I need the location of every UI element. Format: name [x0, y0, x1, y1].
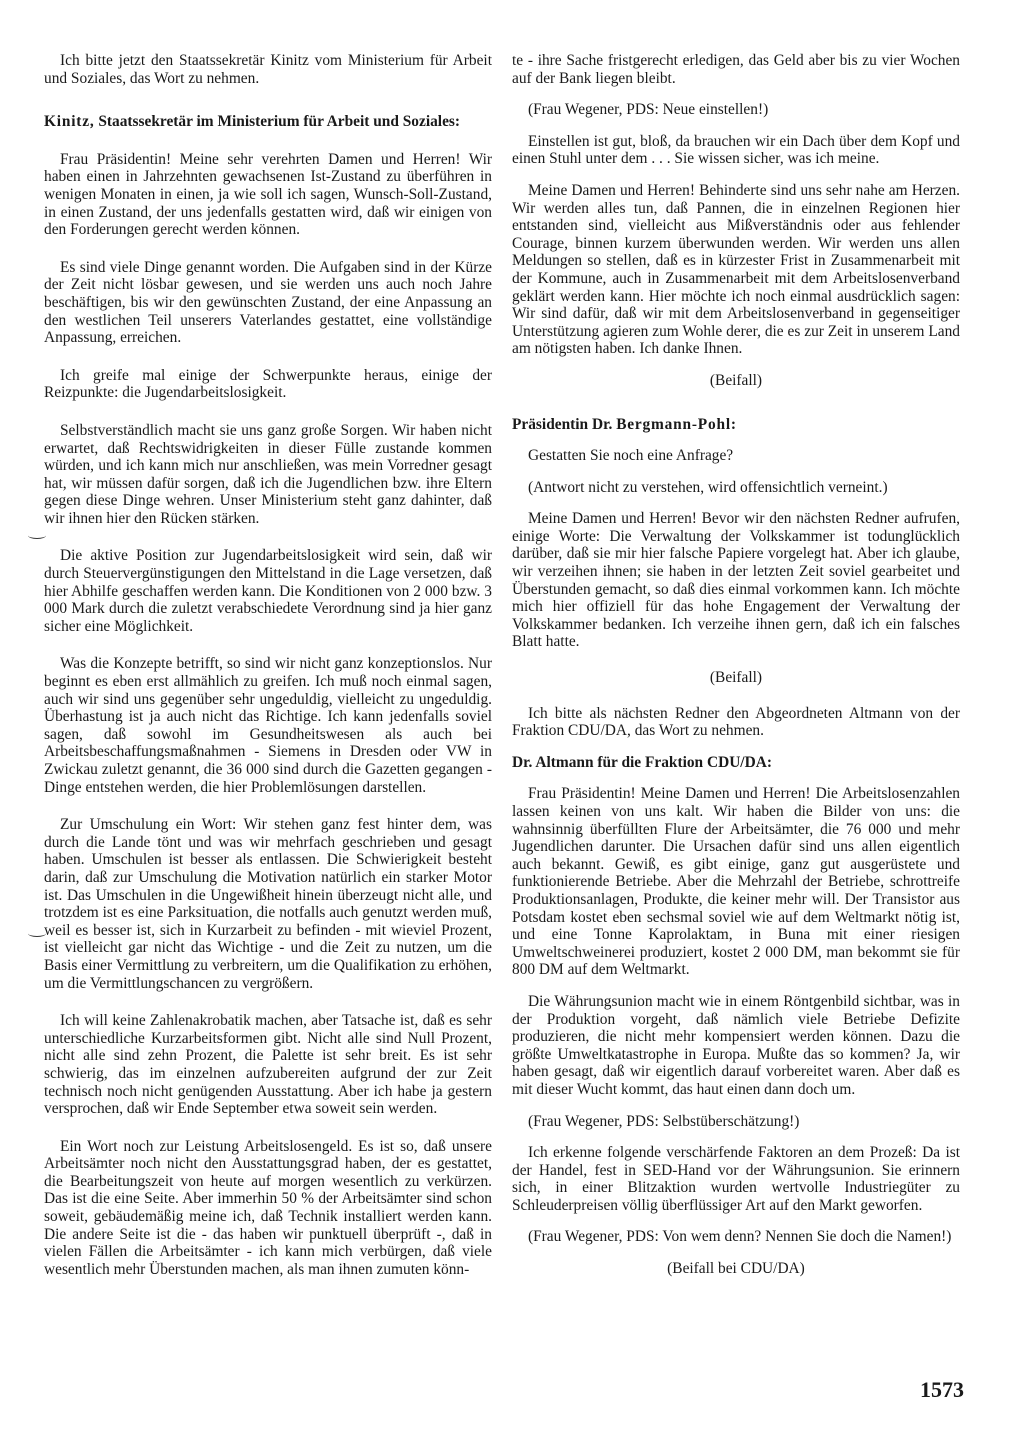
paragraph: Meine Damen und Herren! Bevor wir den nächsten Redner aufrufen, einige Worte: Die Verwaltung der Volkskammer ist todunglücklich darüber, daß sie mir hier falsche Papiere vorgelegt hat. Aber ich glaube, wir verzeihen ihnen; sie haben in der letzten Zeit soviel gearbeitet und Überstunden gemacht, so daß dies einmal vorkommen kann. Ich möchte mich hier offiziell für das hohe Engagement der Verwaltung der Volkskammer bedanken. Ich verzeihe ihnen gern, daß ich ein falsches Blatt hatte. — [512, 510, 960, 651]
paragraph: Selbstverständlich macht sie uns ganz große Sorgen. Wir haben nicht erwartet, daß Rechtswidrigkeiten in dieser Fülle zustande kommen würden, und ich kann mich nur anschließen, was mein Vorredner gesagt hat, wir müssen dafür sorgen, daß ich die Jugendlichen bzw. ihre Eltern gegen diese Dinge wehren. Unser Ministerium steht ganz dahinter, daß wir ihnen hier den Rücken stärken. — [44, 421, 492, 527]
paragraph: Ich greife mal einige der Schwerpunkte heraus, einige der Reizpunkte: die Jugendarbeitslosigkeit. — [44, 366, 492, 402]
paragraph: Ich will keine Zahlenakrobatik machen, aber Tatsache ist, daß es sehr unterschiedliche Kurzarbeitsformen gibt. Nicht alle sind Null Prozent, nicht alle sind zehn Prozent, die Palette ist sehr breit. Es ist sehr schwierig, das im einzelnen aufzubereiten aufgrund der zur Zeit technisch noch nicht genügenden Ausstattung. Aber ich habe ja gestern versprochen, daß wir Ende September etwa soweit sein werden. — [44, 1012, 492, 1118]
paragraph: Ich erkenne folgende verschärfende Faktoren an dem Prozeß: Da ist der Handel, fest in SED-Hand vor der Währungsunion. Sie erinnern sich, in einer Blitzaktion wurden wertvolle Industriegüter zu Schleuderpreisen völlig überflüssiger Art auf den Markt geworfen. — [512, 1144, 960, 1214]
paragraph: Die aktive Position zur Jugendarbeitslosigkeit wird sein, daß wir durch Steuervergünstigungen den Mittelstand in die Lage versetzen, daß hier Abhilfe geschaffen werden kann. Die Konditionen von 2 000 bzw. 3 000 Mark durch die zuletzt verabschiedete Verordnung sind ja hier ganz sicher eine Möglichkeit. — [44, 547, 492, 635]
paragraph: Gestatten Sie noch eine Anfrage? — [528, 447, 734, 465]
interjection: (Frau Wegener, PDS: Selbstüberschätzung!) — [528, 1112, 800, 1130]
left-column — [44, 52, 492, 1292]
speaker-role: Staatssekretär im Ministerium für Arbeit und Soziales: — [94, 113, 461, 131]
paragraph: Meine Damen und Herren! Behinderte sind uns sehr nahe am Herzen. Wir werden alles tun, daß Pannen, die in einzelnen Regionen hier entstanden sind, vielleicht aus Mißverständnis oder aus fehlender Courage, binnen kurzem überwunden werden. Wir werden uns allen Meldungen so stellen, daß es in kürzester Frist in Zusammenarbeit mit der Kommune, auch in Zusammenarbeit mit dem Arbeitslosenverband geklärt werden kann. Hier möchte ich noch einmal ausdrücklich sagen: Wir sind dafür, daß wir mit dem Arbeitslosenverband in gegenseitiger Unterstützung agieren zum Wohle derer, die es zur Zeit in unserem Land am nötigsten haben. Ich danke Ihnen. — [512, 181, 960, 358]
interjection: (Frau Wegener, PDS: Von wem denn? Nennen Sie doch die Namen!) — [528, 1228, 952, 1246]
paragraph: te - ihre Sache fristgerecht erledigen, das Geld aber bis zu vier Wochen auf der Bank liegen bleibt. — [512, 52, 960, 87]
speaker-heading — [512, 416, 960, 434]
paragraph: Die Währungsunion macht wie in einem Röntgenbild sichtbar, was in der Produktion vorgeht, daß nämlich viele Betriebe Defizite produzieren, die nicht mehr kompensiert werden können. Dazu die größte Umweltkatastrophe in Europa. Mußte das so kommen? Ja, wir haben gesagt, daß wir eigentlich darauf vorbereitet waren. Aber daß es mit dieser Wucht kommt, das haut einen dann doch um. — [512, 992, 960, 1098]
right-column — [512, 52, 960, 1292]
speaker-heading: Dr. Altmann für die Fraktion CDU/DA: — [512, 753, 772, 771]
speaker-name: Bergmann-Pohl: — [616, 415, 737, 433]
paragraph: Was die Konzepte betrifft, so sind wir nicht ganz konzeptionslos. Nur beginnt es eben erst allmählich zu greifen. Ich muß noch einmal sagen, auch wir sind uns gegenüber sehr ungeduldig, vielleicht zu ungeduldig. Überhastung ist ja auch nicht das Richtige. Ich kann jedenfalls soviel sagen, daß sowohl im Gesundheitswesen als auch bei Arbeitsbeschaffungsmaßnahmen - Siemens in Dresden oder VW in Zwickau zuletzt genannt, die 36 000 sind durch die Gazetten gegangen - Dinge entstehen werden, die hier Problemlösungen darstellen. — [44, 655, 492, 796]
paragraph: Frau Präsidentin! Meine sehr verehrten Damen und Herren! Wir haben einen in Jahrzehnten gewachsenen Ist-Zustand zu überführen in wenigen Monaten in einen, ja wie soll ich sagen, Wunsch-Soll-Zustand, in einen Zustand, der uns jedenfalls gestatten wird, daß wir einigen von den Forderungen gerecht werden können. — [44, 150, 492, 239]
speaker-name: Kinitz, — [44, 113, 95, 131]
margin-mark — [28, 532, 46, 539]
paragraph: Ich bitte als nächsten Redner den Abgeordneten Altmann von der Fraktion CDU/DA, das Wort zu nehmen. — [512, 704, 960, 740]
applause: (Beifall bei CDU/DA) — [667, 1260, 805, 1278]
interjection: (Frau Wegener, PDS: Neue einstellen!) — [528, 101, 769, 119]
margin-mark — [28, 930, 46, 937]
paragraph: Einstellen ist gut, bloß, da brauchen wir ein Dach über dem Kopf und einen Stuhl unter dem . . . Sie wissen sicher, was ich meine. — [512, 132, 960, 168]
paragraph: Ich bitte jetzt den Staatssekretär Kinitz vom Ministerium für Arbeit und Soziales, das Wort zu nehmen. — [44, 52, 492, 87]
paragraph: Ein Wort noch zur Leistung Arbeitslosengeld. Es ist so, daß unsere Arbeitsämter noch nicht den Ausstattungsgrad haben, der es gestattet, die Bearbeitungszeit von heute auf morgen wesentlich zu verkürzen. Das ist die eine Seite. Aber immerhin 50 % der Arbeitsämter sind schon soweit, gebäudemäßig meine ich, daß Technik installiert werden kann. Die andere Seite ist die - das haben wir punktuell überprüft -, daß in vielen Fällen die Arbeitsämter - ich kann mich verbürgen, daß viele wesentlich mehr Überstunden machen, als man ihnen zumuten könn- — [44, 1137, 492, 1278]
page-number: 1573 — [920, 1377, 964, 1402]
paragraph: Frau Präsidentin! Meine Damen und Herren! Die Arbeitslosenzahlen lassen keinen von uns kalt. Wir haben die Bilder von uns: die wahnsinnig überfüllten Flure der Arbeitsämter, die 76 000 und mehr Jugendlichen darunter. Die Ursachen dafür sind uns allen eigentlich auch bekannt. Gewiß, es gibt einige, ganz gut ausgerüstete und funktionierende Betriebe. Aber die Mehrzahl der Betriebe, schrottreife Produktionsanlagen, Produkte, die keiner mehr will. Der Transistor aus Potsdam kostet eben sechsmal soviel wie auf dem Weltmarkt nötig ist, und eine Tonne Kaprolaktam, in Buna mit einer riesigen Umweltschweinerei produziert, kostet 2 000 DM, man bekommt sie für 800 DM auf dem Weltmarkt. — [512, 785, 960, 979]
interjection: (Antwort nicht zu verstehen, wird offensichtlich verneint.) — [528, 478, 888, 496]
paragraph: Es sind viele Dinge genannt worden. Die Aufgaben sind in der Kürze der Zeit nicht lösbar gewesen, und sie werden uns auch noch Jahre beschäftigen, bis wir den gewünschten Zustand, der eine Anpassung an den westlichen Teil unserers Vaterlandes gestattet, eine vollständige Anpassung, erreichen. — [44, 258, 492, 347]
paragraph: Zur Umschulung ein Wort: Wir stehen ganz fest hinter dem, was durch die Lande tönt und was wir mehrfach geschrieben und gesagt haben. Umschulen ist besser als entlassen. Die Schwierigkeit besteht darin, daß zur Umschulung die Motivation natürlich ein starker Motor ist. Das Umschulen in die Ungewißheit hinein überzeugt nicht alle, und trotzdem ist es eine Parksituation, die notfalls auch genutzt werden muß, weil es besser ist, sich in Kurzarbeit zu befinden - mit wieviel Prozent, ist vielleicht gar nicht das Wichtige - und die Zeit zu nutzen, um die Basis einer Vermittlung zu verbreitern, um die Qualifikation zu erhöhen, um die Vermittlungschancen zu vergrößern. — [44, 816, 492, 992]
speaker-heading — [44, 113, 492, 131]
applause: (Beifall) — [709, 669, 763, 687]
speaker-prefix: Präsidentin Dr. — [512, 415, 617, 433]
applause: (Beifall) — [709, 371, 763, 389]
